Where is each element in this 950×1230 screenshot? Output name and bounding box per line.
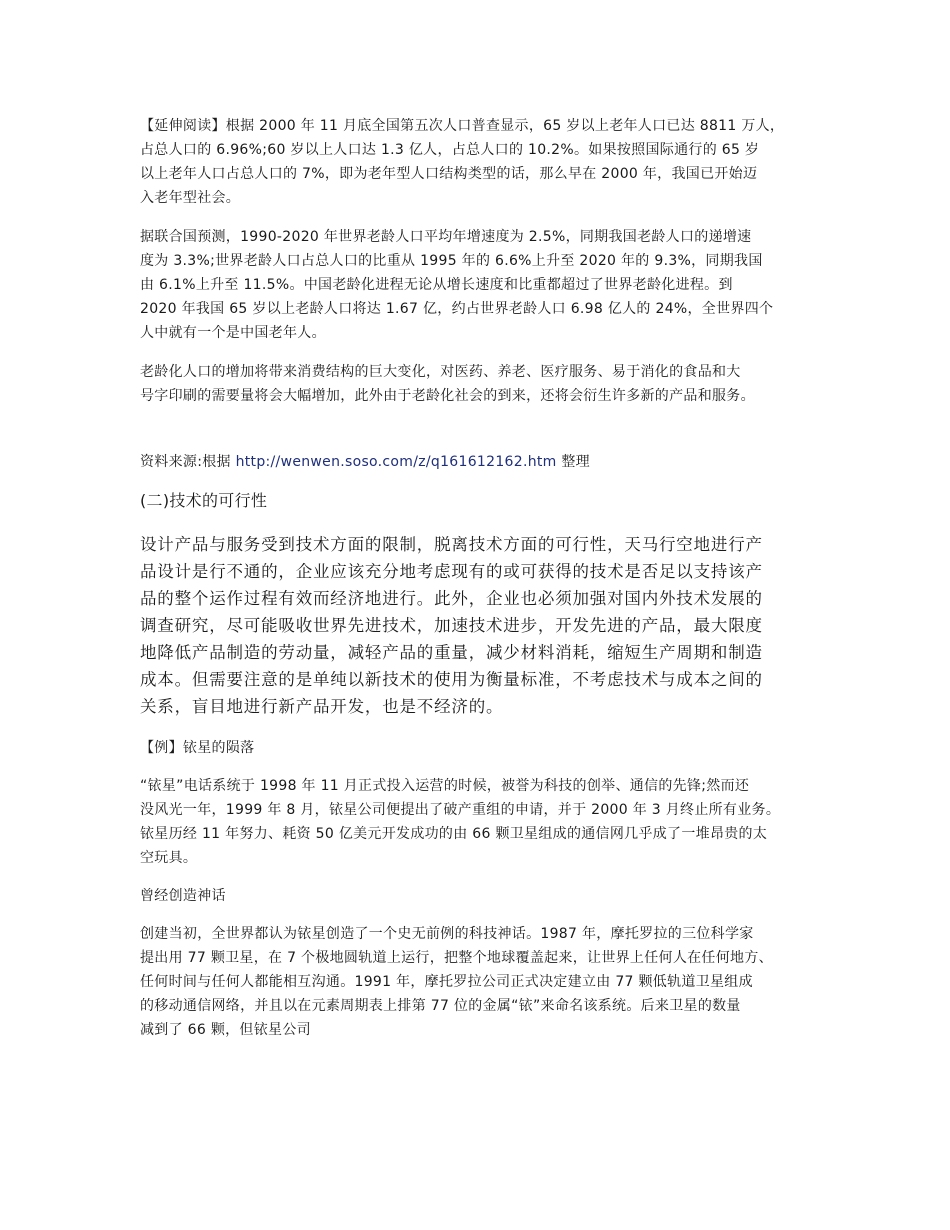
text-line: 成本。但需要注意的是单纯以新技术的使用为衡量标准，不考虑技术与成本之间的 — [140, 670, 763, 689]
text-line: 创建当初，全世界都认为铱星创造了一个史无前例的科技神话。1987 年，摩托罗拉的三位科学家 — [140, 926, 754, 942]
text-line: 关系，盲目地进行新产品开发，也是不经济的。 — [140, 697, 504, 716]
aging-increase-paragraph — [140, 360, 830, 408]
extended-reading-paragraph — [140, 114, 830, 210]
source-line — [140, 450, 830, 474]
text-line: 度为 3.3%;世界老龄人口占总人口的比重从 1995 年的 6.6%上升至 2020 年的 9.3%，同期我国 — [140, 253, 763, 269]
myth-heading: 曾经创造神话 — [140, 888, 226, 904]
text-line: 的移动通信网络，并且以在元素周期表上排第 77 位的金属“铱”来命名该系统。后来卫星的数量 — [140, 998, 741, 1014]
text-line: 地降低产品制造的劳动量，减轻产品的重量，减少材料消耗，缩短生产周期和制造 — [140, 643, 763, 662]
text-line: 人中就有一个是中国老年人。 — [140, 325, 326, 341]
text-line: 品设计是行不通的，企业应该充分地考虑现有的或可获得的技术是否足以支持该产 — [140, 562, 763, 581]
source-suffix: 整理 — [556, 454, 590, 470]
text-line: 入老年型社会。 — [140, 190, 241, 206]
text-line: 据联合国预测，1990-2020 年世界老龄人口平均年增速度为 2.5%，同期我国老龄人口的递增速 — [140, 229, 752, 245]
page-content — [140, 114, 830, 1042]
text-line: 空玩具。 — [140, 850, 198, 866]
text-line: 号字印刷的需要量将会大幅增加，此外由于老龄化社会的到来，还将会衍生许多新的产品和服务。 — [140, 388, 755, 404]
text-line: 2020 年我国 65 岁以上老龄人口将达 1.67 亿，约占世界老龄人口 6.98 亿人的 24%，全世界四个 — [140, 301, 774, 317]
source-link[interactable]: http://wenwen.soso.com/z/q161612162.htm — [235, 454, 557, 470]
text-line: 老龄化人口的增加将带来消费结构的巨大变化，对医药、养老、医疗服务、易于消化的食品和大 — [140, 364, 741, 380]
un-forecast-paragraph — [140, 225, 830, 345]
text-line: 提出用 77 颗卫星，在 7 个极地圆轨道上运行，把整个地球覆盖起来，让世界上任何人在任何地方、 — [140, 950, 773, 966]
text-line: 调查研究，尽可能吸收世界先进技术，加速技术进步，开发先进的产品，最大限度 — [140, 616, 763, 635]
text-line: “铱星”电话系统于 1998 年 11 月正式投入运营的时候，被誉为科技的创举、通信的先锋;然而还 — [140, 778, 750, 794]
text-line: 【延伸阅读】根据 2000 年 11 月底全国第五次人口普查显示，65 岁以上老年人口已达 8811 万人， — [140, 118, 785, 134]
text-line: 任何时间与任何人都能相互沟通。1991 年，摩托罗拉公司正式决定建立由 77 颗低轨道卫星组成 — [140, 974, 753, 990]
text-line: 设计产品与服务受到技术方面的限制，脱离技术方面的可行性，天马行空地进行产 — [140, 535, 763, 554]
text-line: 由 6.1%上升至 11.5%。中国老龄化进程无论从增长速度和比重都超过了世界老龄化进程。到 — [140, 277, 733, 293]
text-line: 占总人口的 6.96%;60 岁以上人口达 1.3 亿人，占总人口的 10.2%。如果按照国际通行的 65 岁 — [140, 142, 760, 158]
section-heading: (二)技术的可行性 — [140, 491, 268, 510]
text-line: 以上老年人口占总人口的 7%，即为老年型人口结构类型的话，那么早在 2000 年，我国已开始迈 — [140, 166, 758, 182]
creation-paragraph — [140, 922, 830, 1042]
text-line: 铱星历经 11 年努力、耗资 50 亿美元开发成功的由 66 颗卫星组成的通信网几乎成了一堆昂贵的太 — [140, 826, 768, 842]
technical-feasibility-paragraph — [140, 531, 830, 720]
example-heading: 【例】铱星的陨落 — [140, 740, 255, 756]
source-prefix: 资料来源:根据 — [140, 454, 236, 470]
text-line: 没风光一年，1999 年 8 月，铱星公司便提出了破产重组的申请，并于 2000 年 3 月终止所有业务。 — [140, 802, 781, 818]
iridium-intro-paragraph — [140, 774, 830, 870]
text-line: 品的整个运作过程有效而经济地进行。此外，企业也必须加强对国内外技术发展的 — [140, 589, 763, 608]
text-line: 减到了 66 颗，但铱星公司 — [140, 1022, 311, 1038]
